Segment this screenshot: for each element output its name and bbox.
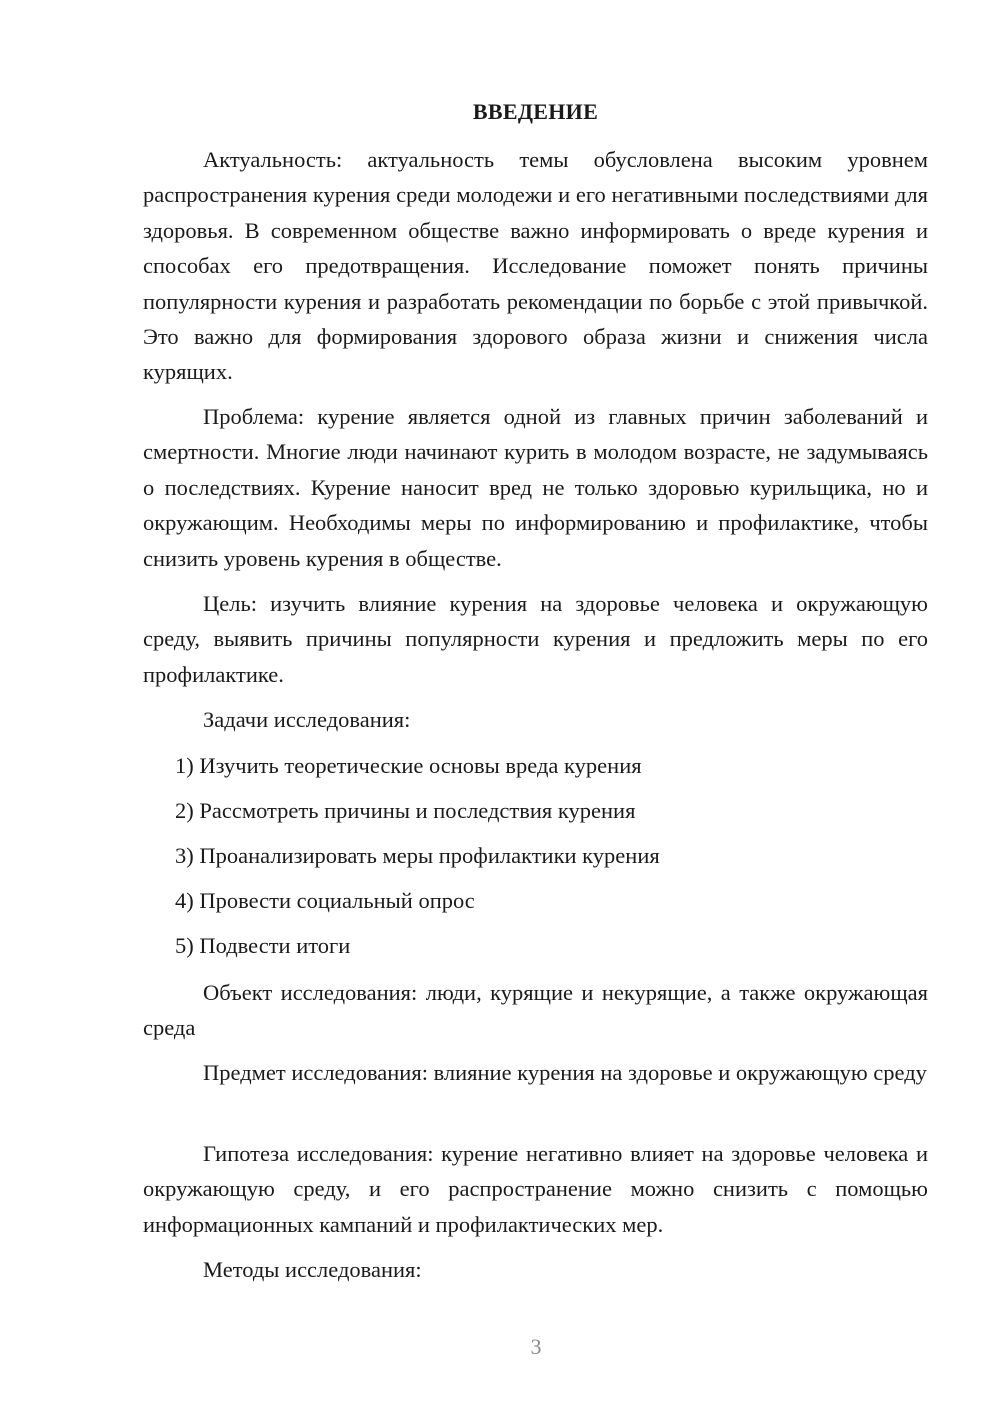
paragraph-tasks-heading: Задачи исследования: [203, 707, 411, 732]
page-number: 3 [530, 1334, 542, 1359]
task-item: 5) Подвести итоги [175, 933, 351, 958]
task-item: 4) Провести социальный опрос [175, 888, 475, 913]
paragraph-methods: Методы исследования: [203, 1257, 422, 1282]
paragraph-object: Объект исследования: люди, курящие и некурящие, а также окружающая среда [143, 980, 928, 1041]
task-item: 2) Рассмотреть причины и последствия курения [175, 798, 636, 823]
paragraph-subject: Предмет исследования: влияние курения на здоровье и окружающую среду [203, 1060, 927, 1085]
paragraph-problem: Проблема: курение является одной из главных причин заболеваний и смертности. Многие люди начинают курить в молодом возрасте, не задумываясь о последствиях. Курение наносит вред не только здоровью курильщика, но и окружающим. Необходимы меры по информированию и профилактике, чтобы снизить уровень курения в обществе. [143, 404, 928, 571]
paragraph-relevance: Актуальность: актуальность темы обусловлена высоким уровнем распространения курения среди молодежи и его негативными последствиями для здоровья. В современном обществе важно информировать о вреде курения и способах его предотвращения. Исследование поможет понять причины популярности курения и разработать рекомендации по борьбе с этой привычкой. Это важно для формирования здорового образа жизни и снижения числа курящих. [143, 147, 928, 385]
paragraph-hypothesis: Гипотеза исследования: курение негативно влияет на здоровье человека и окружающую среду, и его распространение можно снизить с помощью информационных кампаний и профилактических мер. [143, 1141, 928, 1237]
paragraph-goal: Цель: изучить влияние курения на здоровье человека и окружающую среду, выявить причины популярности курения и предложить меры по его профилактике. [143, 591, 928, 687]
section-title: ВВЕДЕНИЕ [472, 99, 599, 124]
task-item: 3) Проанализировать меры профилактики курения [175, 843, 660, 868]
task-item: 1) Изучить теоретические основы вреда курения [175, 753, 642, 778]
